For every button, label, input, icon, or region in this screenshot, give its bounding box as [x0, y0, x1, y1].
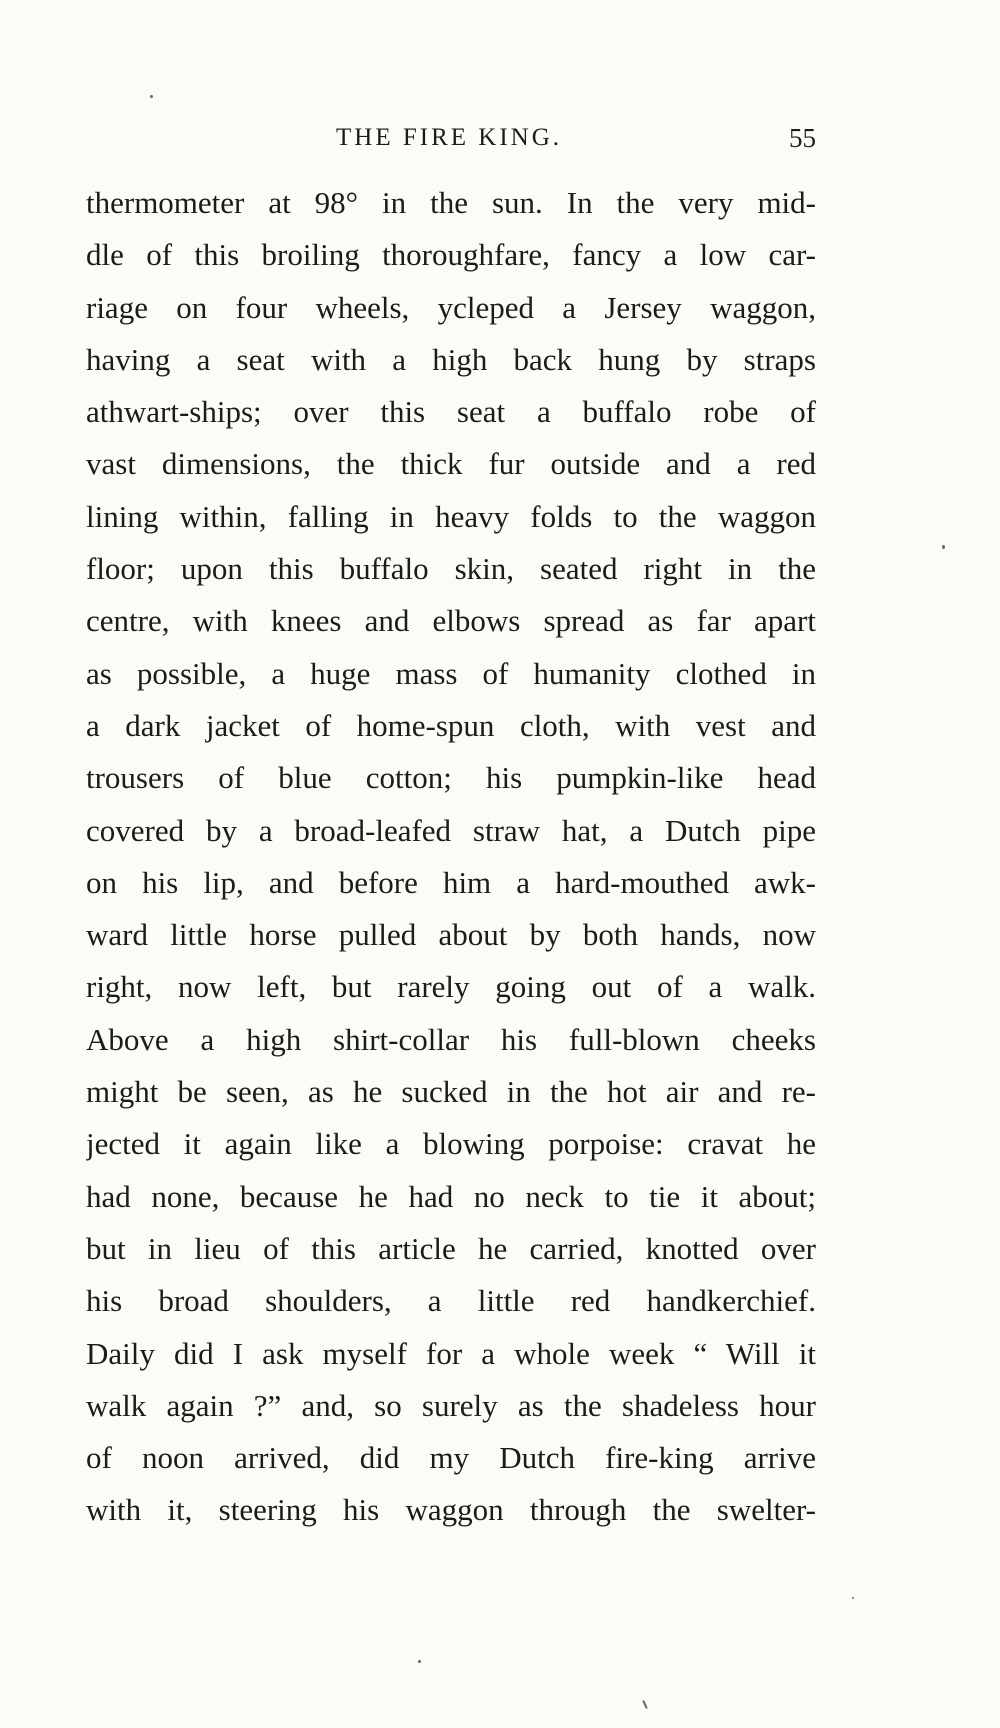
text-line: ward little horse pulled about by both hands, now — [86, 917, 816, 953]
paper-speck — [150, 95, 153, 98]
paper-speck — [852, 1597, 854, 1599]
text-line: had none, because he had no neck to tie it about; — [86, 1178, 816, 1214]
text-line: covered by a broad-leafed straw hat, a Dutch pipe — [86, 812, 816, 848]
text-line: walk again ?” and, so surely as the shadeless hour — [86, 1387, 816, 1423]
text-line: a dark jacket of home-spun cloth, with vest and — [86, 707, 816, 743]
text-line: centre, with knees and elbows spread as far apart — [86, 603, 816, 639]
text-line: athwart-ships; over this seat a buffalo robe of — [86, 394, 816, 430]
body-paragraph — [86, 177, 816, 1537]
text-line: his broad shoulders, a little red handkerchief. — [86, 1283, 816, 1319]
paper-speck — [942, 545, 945, 549]
running-title: THE FIRE KING. — [336, 124, 563, 151]
text-line: having a seat with a high back hung by straps — [86, 341, 816, 377]
text-line: trousers of blue cotton; his pumpkin-like head — [86, 760, 816, 796]
text-line: floor; upon this buffalo skin, seated right in the — [86, 551, 816, 587]
paper-speck — [642, 1700, 648, 1709]
running-head — [86, 118, 816, 158]
page-number: 55 — [789, 123, 816, 153]
text-line: right, now left, but rarely going out of a walk. — [86, 969, 816, 1005]
text-line: with it, steering his waggon through the swelter- — [86, 1492, 816, 1528]
text-line: vast dimensions, the thick fur outside and a red — [86, 446, 816, 482]
text-line: Above a high shirt-collar his full-blown cheeks — [86, 1021, 816, 1057]
text-line: dle of this broiling thoroughfare, fancy a low car- — [86, 237, 816, 273]
text-line: jected it again like a blowing porpoise: cravat he — [86, 1126, 816, 1162]
text-line: Daily did I ask myself for a whole week “ Will it — [86, 1335, 816, 1371]
text-line: but in lieu of this article he carried, knotted over — [86, 1230, 816, 1266]
text-line: riage on four wheels, ycleped a Jersey waggon, — [86, 289, 816, 325]
text-line: might be seen, as he sucked in the hot air and re- — [86, 1074, 816, 1110]
text-line: as possible, a huge mass of humanity clothed in — [86, 655, 816, 691]
text-line: of noon arrived, did my Dutch fire-king arrive — [86, 1440, 816, 1476]
text-line: thermometer at 98° in the sun. In the very mid- — [86, 185, 816, 220]
text-line: on his lip, and before him a hard-mouthed awk- — [86, 864, 816, 900]
text-line: lining within, falling in heavy folds to the waggon — [86, 498, 816, 534]
paper-speck — [418, 1660, 421, 1663]
